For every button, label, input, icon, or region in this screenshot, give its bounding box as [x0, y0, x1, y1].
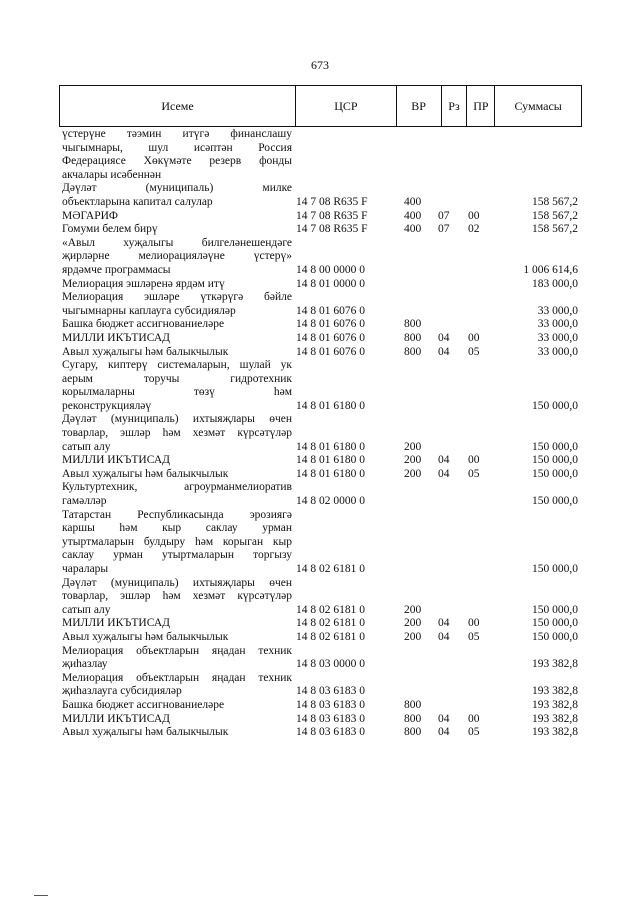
row-csr: 14 8 03 0000 0 — [296, 658, 365, 671]
row-name-line: Татарстан Республикасында эрозиягә — [62, 508, 292, 521]
row-vr: 200 — [404, 603, 422, 616]
row-csr: 14 8 01 6076 0 — [296, 318, 365, 331]
row-name — [62, 509, 292, 577]
row-name-line: утыртмаларын булдыру һәм корыган кыр — [62, 535, 292, 548]
row-name-line: Авыл хуҗалыгы һәм балыкчылык — [62, 630, 229, 643]
table-row — [62, 291, 578, 318]
row-csr: 14 8 01 6076 0 — [296, 331, 365, 344]
table-row — [62, 699, 578, 713]
row-vr: 800 — [404, 345, 422, 358]
row-rz: 04 — [438, 712, 450, 725]
row-csr: 14 8 02 6181 0 — [296, 603, 365, 616]
table-row — [62, 645, 578, 672]
table-row — [62, 713, 578, 727]
row-sum: 150 000,0 — [532, 617, 578, 630]
row-csr: 14 8 01 6180 0 — [296, 440, 365, 453]
row-pr: 00 — [468, 454, 480, 467]
header-pr: ПР — [467, 86, 495, 126]
row-name — [62, 699, 292, 713]
row-csr: 14 8 01 6180 0 — [296, 467, 365, 480]
table-row — [62, 318, 578, 332]
row-sum: 33 000,0 — [537, 331, 578, 344]
row-sum: 33 000,0 — [537, 304, 578, 317]
row-vr: 200 — [404, 630, 422, 643]
row-name — [62, 223, 292, 237]
row-name-line: товарлар, эшләр һәм хезмәт күрсәтүләр — [62, 590, 292, 603]
row-name-line: корылмаларны төзү һәм — [62, 386, 292, 399]
row-vr: 400 — [404, 209, 422, 222]
row-csr: 14 8 01 6180 0 — [296, 399, 365, 412]
row-csr: 14 8 01 0000 0 — [296, 277, 365, 290]
table-row — [62, 237, 578, 278]
row-name — [62, 332, 292, 346]
row-name-line: Дәүләт (муниципаль) ихтыяҗлары өчен — [62, 576, 292, 589]
row-rz: 04 — [438, 331, 450, 344]
row-vr: 400 — [404, 223, 422, 236]
row-name-line: МИЛЛИ ИКЪТИСАД — [62, 454, 170, 467]
row-name — [62, 278, 292, 292]
table-row — [62, 631, 578, 645]
table-row — [62, 468, 578, 482]
row-pr: 05 — [468, 345, 480, 358]
row-rz: 04 — [438, 345, 450, 358]
row-sum: 193 382,8 — [532, 698, 578, 711]
row-name-line: чаралары — [62, 563, 109, 575]
row-csr: 14 8 03 6183 0 — [296, 698, 365, 711]
row-pr: 02 — [468, 223, 480, 236]
row-sum: 150 000,0 — [532, 495, 578, 508]
row-name-line: Гомуми белем бирү — [62, 223, 158, 236]
row-name-line: Авыл хуҗалыгы һәм балыкчылык — [62, 467, 229, 480]
row-name — [62, 617, 292, 631]
row-name-line: Мелиорация объектларын яңадан техник — [62, 644, 292, 657]
table-body — [62, 128, 578, 740]
row-csr: 14 8 02 6181 0 — [296, 630, 365, 643]
table-row — [62, 726, 578, 740]
row-name — [62, 645, 292, 672]
row-sum: 193 382,8 — [532, 726, 578, 739]
table-row — [62, 210, 578, 224]
row-name — [62, 713, 292, 727]
header-rz: Рз — [442, 86, 468, 126]
row-rz: 04 — [438, 454, 450, 467]
row-sum: 193 382,8 — [532, 685, 578, 698]
row-vr: 800 — [404, 318, 422, 331]
row-vr: 200 — [404, 440, 422, 453]
row-sum: 150 000,0 — [532, 399, 578, 412]
row-vr: 800 — [404, 726, 422, 739]
table-row — [62, 223, 578, 237]
row-name — [62, 291, 292, 318]
row-name-line: каршы һәм кыр саклау урман — [62, 522, 292, 535]
row-name-line: җирләрне мелиорацияләүне үстерү» — [62, 250, 292, 263]
table-row — [62, 454, 578, 468]
row-name-line: сатып алу — [62, 440, 111, 453]
row-name-line: товарлар, эшләр һәм хезмәт күрсәтүләр — [62, 427, 292, 440]
row-pr: 00 — [468, 712, 480, 725]
row-name-line: «Авыл хуҗалыгы билгеләнешендәге — [62, 236, 292, 249]
row-name-line: МӘГАРИФ — [62, 209, 119, 222]
row-name-line: Культуртехник, агроурманмелиоратив — [62, 481, 292, 494]
header-vr: ВР — [397, 86, 442, 126]
row-csr: 14 8 00 0000 0 — [296, 263, 365, 276]
row-name-line: ярдәмче программасы — [62, 263, 171, 276]
row-name-line: аерым торучы гидротехник — [62, 372, 292, 385]
row-name-line: Федерациясе Хөкүмәте резерв фонды — [62, 155, 292, 168]
row-name — [62, 577, 292, 618]
header-name: Исеме — [60, 86, 296, 126]
row-rz: 04 — [438, 467, 450, 480]
table-row — [62, 346, 578, 360]
row-name-line: Башка бюджет ассигнованиеләре — [62, 318, 225, 331]
row-vr: 800 — [404, 331, 422, 344]
row-sum: 150 000,0 — [532, 467, 578, 480]
row-pr: 00 — [468, 617, 480, 630]
row-name-line: Башка бюджет ассигнованиеләре — [62, 698, 225, 711]
row-csr: 14 8 03 6183 0 — [296, 712, 365, 725]
row-sum: 158 567,2 — [532, 195, 578, 208]
row-name-line: Сугару, киптерү системаларын, шулай ук — [62, 359, 292, 372]
table-row — [62, 413, 578, 454]
row-vr: 200 — [404, 467, 422, 480]
row-name — [62, 210, 292, 224]
table-row — [62, 481, 578, 508]
row-name-line: Мелиорация эшләре үткәрүгә бәйле — [62, 291, 292, 304]
table-row — [62, 672, 578, 699]
row-sum: 150 000,0 — [532, 440, 578, 453]
row-name-line: МИЛЛИ ИКЪТИСАД — [62, 617, 170, 630]
row-sum: 150 000,0 — [532, 603, 578, 616]
row-sum: 33 000,0 — [537, 318, 578, 331]
row-sum: 158 567,2 — [532, 209, 578, 222]
row-csr: 14 7 08 R635 F — [296, 209, 368, 222]
row-name — [62, 182, 292, 209]
table-row — [62, 278, 578, 292]
table-row — [62, 332, 578, 346]
header-sum: Суммасы — [514, 98, 562, 113]
row-name-line: җиһазлауга субсидияләр — [62, 685, 182, 698]
row-sum: 1 006 614,6 — [523, 263, 578, 276]
footer-mark — [34, 895, 48, 896]
row-name-line: сатып алу — [62, 603, 111, 616]
row-name-line: чыгымнары, шул исәптән Россия — [62, 141, 292, 154]
table-row — [62, 617, 578, 631]
table-row — [62, 182, 578, 209]
row-csr: 14 8 02 6181 0 — [296, 617, 365, 630]
page-number: 673 — [311, 58, 329, 72]
row-sum: 33 000,0 — [537, 345, 578, 358]
row-name-line: чыгымнарны каплауга субсидияләр — [62, 304, 236, 317]
row-name — [62, 672, 292, 699]
row-sum: 150 000,0 — [532, 563, 578, 575]
row-name-line: Мелиорация объектларын яңадан техник — [62, 671, 292, 684]
row-name-line: Мелиорация эшләренә ярдәм итү — [62, 277, 225, 290]
row-rz: 04 — [438, 726, 450, 739]
row-name — [62, 726, 292, 740]
row-csr: 14 8 01 6076 0 — [296, 304, 365, 317]
row-vr: 200 — [404, 617, 422, 630]
row-name-line: Дәүләт (муниципаль) ихтыяҗлары өчен — [62, 413, 292, 426]
row-csr: 14 8 01 6180 0 — [296, 454, 365, 467]
row-sum: 158 567,2 — [532, 223, 578, 236]
row-sum: 193 382,8 — [532, 712, 578, 725]
row-name — [62, 237, 292, 278]
row-rz: 07 — [438, 223, 450, 236]
row-sum: 183 000,0 — [532, 277, 578, 290]
row-name — [62, 631, 292, 645]
table-row — [62, 359, 578, 413]
row-name-line: үстерүне тәэмин итүгә финанслашу — [62, 128, 292, 140]
row-csr: 14 8 03 6183 0 — [296, 726, 365, 739]
table-row — [62, 128, 578, 182]
row-rz: 07 — [438, 209, 450, 222]
row-sum: 150 000,0 — [532, 454, 578, 467]
row-csr: 14 8 03 6183 0 — [296, 685, 365, 698]
row-pr: 00 — [468, 331, 480, 344]
row-vr: 400 — [404, 195, 422, 208]
row-name-line: объектларына капитал салулар — [62, 195, 213, 208]
row-rz: 04 — [438, 617, 450, 630]
row-csr: 14 7 08 R635 F — [296, 223, 368, 236]
row-name-line: акчалары исәбеннән — [62, 168, 162, 181]
row-name — [62, 468, 292, 482]
row-name — [62, 128, 292, 182]
row-name-line: гамәлләр — [62, 495, 107, 508]
row-name — [62, 359, 292, 413]
row-name — [62, 346, 292, 360]
row-csr: 14 8 02 6181 0 — [296, 563, 365, 575]
table-header — [59, 85, 582, 127]
row-name-line: Авыл хуҗалыгы һәм балыкчылык — [62, 345, 229, 358]
row-pr: 05 — [468, 630, 480, 643]
row-pr: 05 — [468, 726, 480, 739]
row-csr: 14 7 08 R635 F — [296, 195, 368, 208]
row-name-line: Дәүләт (муниципаль) милке — [62, 182, 292, 195]
row-csr: 14 8 02 0000 0 — [296, 495, 365, 508]
header-csr: ЦСР — [296, 86, 397, 126]
table-row — [62, 509, 578, 577]
row-name-line: МИЛЛИ ИКЪТИСАД — [62, 331, 170, 344]
row-pr: 05 — [468, 467, 480, 480]
row-sum: 150 000,0 — [532, 630, 578, 643]
row-vr: 800 — [404, 712, 422, 725]
row-csr: 14 8 01 6076 0 — [296, 345, 365, 358]
row-name — [62, 413, 292, 454]
table-row — [62, 577, 578, 618]
row-pr: 00 — [468, 209, 480, 222]
row-name — [62, 454, 292, 468]
row-sum: 193 382,8 — [532, 658, 578, 671]
row-rz: 04 — [438, 630, 450, 643]
row-name — [62, 318, 292, 332]
row-name — [62, 481, 292, 508]
row-vr: 800 — [404, 698, 422, 711]
row-name-line: саклау урман утыртмаларын торгызу — [62, 549, 292, 562]
row-name-line: Авыл хуҗалыгы һәм балыкчылык — [62, 726, 229, 739]
row-name-line: җиһазлау — [62, 658, 108, 671]
row-name-line: МИЛЛИ ИКЪТИСАД — [62, 712, 170, 725]
row-name-line: реконструкцияләү — [62, 399, 152, 412]
row-vr: 200 — [404, 454, 422, 467]
